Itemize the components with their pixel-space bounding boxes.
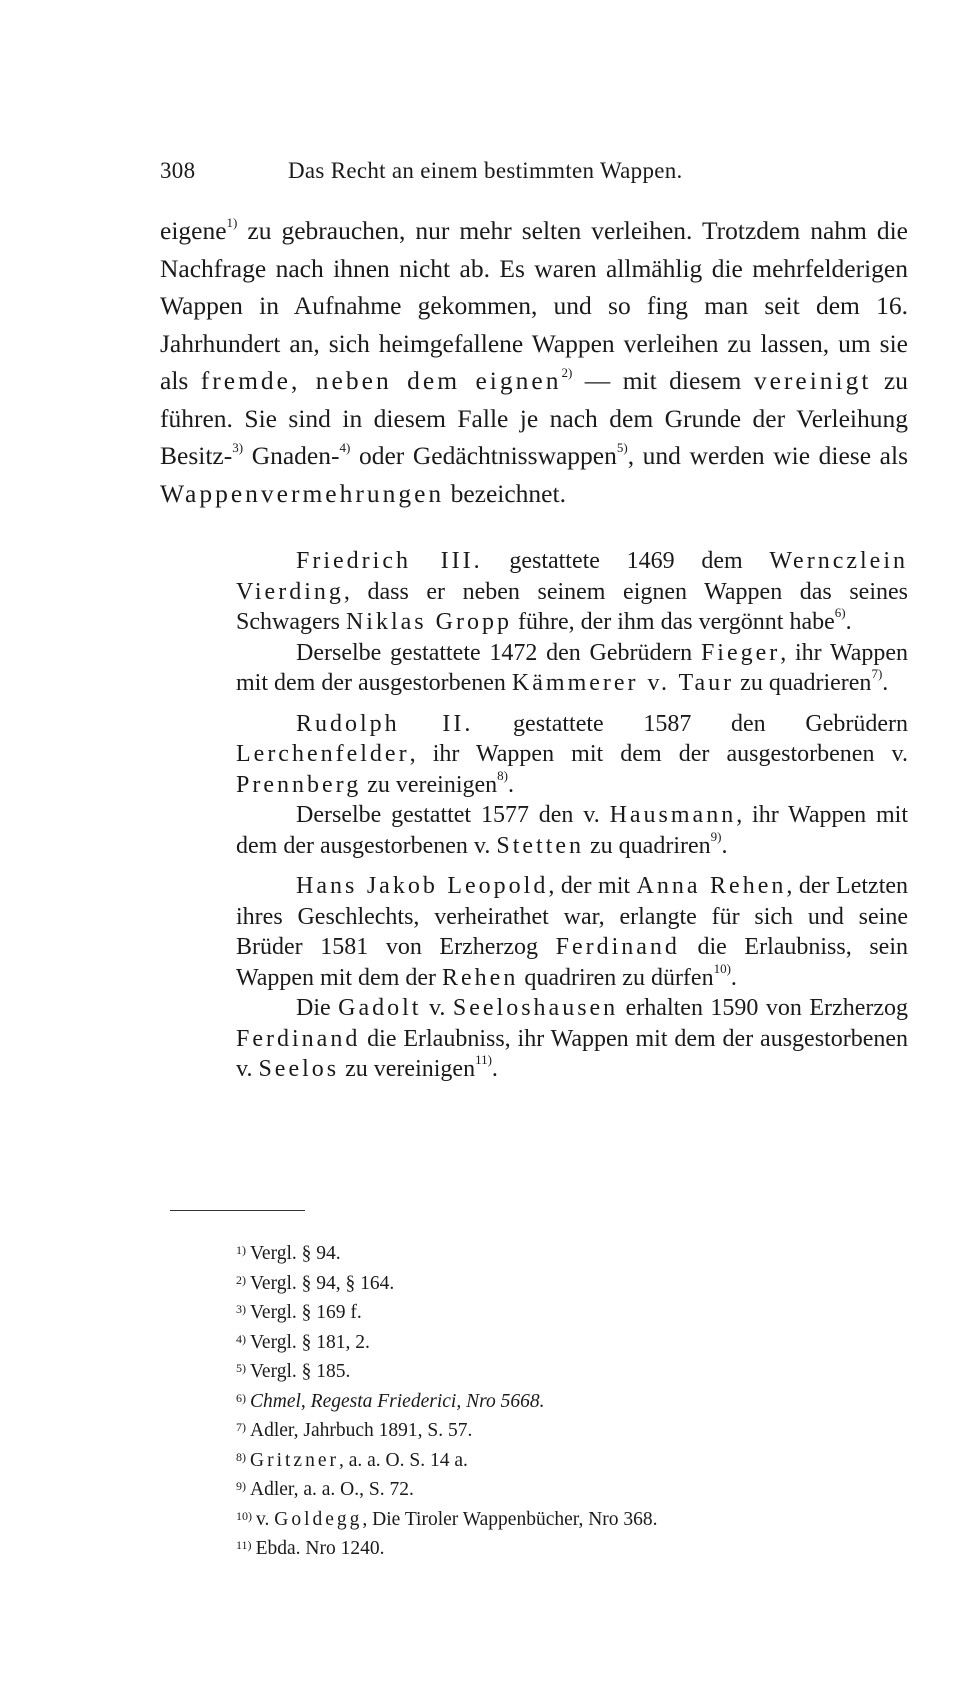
text-run: , und werden wie diese als (627, 441, 909, 470)
spaced-text: Wappenvermehrungen (160, 478, 445, 508)
spaced-text: Hans Jakob Leopold (296, 873, 549, 899)
spaced-text: Ferdinand (555, 934, 680, 960)
spaced-text: Friedrich III. (296, 548, 483, 574)
text-run: , a. a. O. S. 14 a. (338, 1449, 468, 1471)
text-run: Vergl. § 94. (250, 1243, 341, 1264)
text-run: Vergl. § 185. (250, 1361, 351, 1382)
spaced-text: fremde, neben dem eignen (200, 366, 562, 395)
quoted-grants (236, 546, 908, 1085)
footnote-number: 1) (236, 1243, 246, 1257)
footnote-ref: 9) (710, 828, 722, 844)
text-run: zu vereinigen (361, 771, 498, 798)
footnote-item (236, 1417, 876, 1447)
text-run: , ihr Wappen mit dem der ausgestorbenen (236, 639, 909, 696)
footnote-number: 7) (236, 1420, 246, 1434)
spaced-text: Lerchenfelder (236, 741, 410, 767)
text-run: Vergl. § 181, 2. (250, 1331, 370, 1353)
text-run: quadriren zu dürfen (518, 964, 714, 991)
spaced-text: Prennberg (236, 771, 362, 798)
text-run: zu vereinigen (339, 1056, 476, 1082)
spaced-text: Rehen (442, 964, 519, 991)
spaced-text: Gadolt (338, 995, 422, 1021)
text-run: zu führen. Sie sind in diesem Falle je nach dem Grunde der Verleihung Besitz- (160, 366, 909, 470)
text-run: , dass er neben seinem eignen Wappen das seines Schwagers (236, 578, 908, 635)
quote-paragraph (236, 993, 908, 1085)
text-run: Adler, Jahrbuch 1891, S. 57. (250, 1420, 473, 1441)
text-run: . (730, 964, 737, 991)
footnote-number: 2) (236, 1272, 246, 1287)
text-run: — mit diesem (572, 366, 754, 395)
text-run: Derselbe gestattet 1577 den v. (296, 802, 610, 828)
footnote-ref: 2) (561, 364, 573, 380)
quote-paragraph (236, 800, 908, 861)
text-run: gestattete 1469 dem (482, 548, 770, 574)
footnote-item (236, 1447, 876, 1477)
footnote-item (236, 1329, 876, 1359)
spaced-text: Seelos (258, 1056, 340, 1082)
footnote-ref: 5) (616, 439, 628, 455)
text-run: bezeichnet. (444, 478, 566, 508)
spaced-text: Gritzner (250, 1449, 339, 1471)
spaced-text: Fieger (700, 639, 781, 666)
spaced-text: vereinigt (753, 366, 872, 395)
footnote-ref: 1) (226, 214, 238, 230)
footnote-number: 11) (236, 1538, 252, 1552)
quote-paragraph (236, 871, 908, 993)
text-run: Ebda. Nro 1240. (255, 1538, 385, 1559)
footnote-item (236, 1270, 876, 1300)
quote-paragraph (236, 546, 908, 638)
text-run: , ihr Wappen mit dem der ausgestorbenen v. (409, 741, 908, 767)
text-run: . (721, 832, 728, 859)
footnote-item (236, 1388, 876, 1418)
text-run: Die (296, 995, 339, 1021)
spaced-text: Rudolph II. (296, 710, 474, 737)
footnote-number: 8) (236, 1449, 246, 1464)
footnote-number: 3) (236, 1302, 246, 1316)
text-run: zu gebrauchen, nur mehr selten verleihen. Trotzdem nahm die Nachfrage nach ihnen nicht ab. Es waren allmählig die mehrfelderigen Wappen in Aufnahme gekommen, und so fing man seit dem 16. Jahrhundert an, sich heimgefallene Wappen verleihen zu lassen, um sie als (160, 216, 908, 395)
text-run: , Die Tiroler Wappenbücher, Nro 368. (362, 1508, 658, 1530)
footnote-number: 5) (236, 1361, 246, 1375)
text-run: gestattete 1587 den Gebrüdern (473, 710, 908, 737)
spaced-text: Hausmann (609, 802, 737, 828)
text-run: Vergl. § 169 f. (250, 1302, 362, 1323)
footnote-ref: 10) (713, 960, 731, 976)
page-number: 308 (160, 158, 196, 183)
footnote-ref: 7) (871, 666, 883, 681)
text-run: führe, der ihm das vergönnt habe (511, 609, 835, 635)
spaced-text: Stetten (496, 832, 585, 859)
text-run: , der mit (548, 873, 637, 899)
spaced-text: Seeloshausen (452, 995, 619, 1021)
text-run: . (507, 771, 514, 798)
italic-text: Chmel, Regesta Friederici, Nro 5668. (250, 1390, 545, 1412)
text-run: erhalten 1590 von Erzherzog (618, 995, 908, 1021)
spaced-text: Ferdinand (236, 1025, 361, 1052)
spaced-text: Niklas Gropp (345, 609, 512, 635)
footnote-number: 10) (236, 1508, 252, 1523)
main-paragraph (160, 212, 908, 512)
text-run: zu quadriren (584, 832, 711, 859)
text-run: . (882, 670, 889, 696)
spaced-text: Wernczlein Vierding (236, 548, 908, 605)
footnote-ref: 4) (339, 439, 351, 455)
text-run: Derselbe gestattete 1472 den Gebrüdern (296, 639, 701, 666)
quote-paragraph (236, 709, 908, 801)
text-run: die Erlaubniss, sein Wappen mit dem der (236, 934, 908, 991)
paragraph-1 (160, 212, 908, 512)
text-run: , ihr Wappen mit dem der ausgestorbenen v. (236, 802, 909, 859)
text-run: zu quadrieren (734, 670, 872, 696)
spaced-text: Kämmerer v. Taur (511, 670, 735, 696)
text-run: Adler, a. a. O., S. 72. (250, 1479, 414, 1500)
footnotes (236, 1240, 876, 1565)
text-run: die Erlaubniss, ihr Wappen mit dem der ausgestorbenen v. (236, 1025, 908, 1082)
text-run: v. (421, 995, 453, 1021)
footnote-separator (170, 1210, 305, 1211)
footnote-ref: 8) (497, 767, 508, 783)
text-run: , der Letzten ihres Geschlechts, verheirathet war, erlangte für sich und seine Brüder 1581 von Erzherzog (236, 873, 909, 960)
text-run: . (845, 609, 852, 635)
text-run: . (491, 1056, 498, 1082)
footnote-number: 9) (236, 1479, 246, 1493)
text-run: v. (256, 1508, 275, 1530)
footnote-number: 6) (236, 1390, 246, 1405)
spaced-text: Goldegg (274, 1508, 363, 1530)
footnote-item (236, 1535, 876, 1565)
footnote-item (236, 1476, 876, 1506)
text-run: oder Gedächtnisswappen (350, 441, 617, 470)
text-run: Vergl. § 94, § 164. (250, 1272, 395, 1294)
quote-paragraph (236, 638, 908, 699)
spaced-text: Anna Rehen (636, 873, 787, 899)
footnote-number: 4) (236, 1331, 246, 1346)
footnote-item (236, 1506, 876, 1536)
text-run: eigene (160, 216, 227, 245)
footnote-item (236, 1358, 876, 1388)
footnote-ref: 11) (475, 1052, 492, 1067)
text-run: Gnaden- (243, 441, 340, 470)
running-title: Das Recht an einem bestimmten Wappen. (288, 158, 683, 183)
footnote-ref: 3) (232, 439, 244, 455)
footnote-ref: 6) (834, 605, 846, 620)
footnote-item (236, 1299, 876, 1329)
footnote-item (236, 1240, 876, 1270)
